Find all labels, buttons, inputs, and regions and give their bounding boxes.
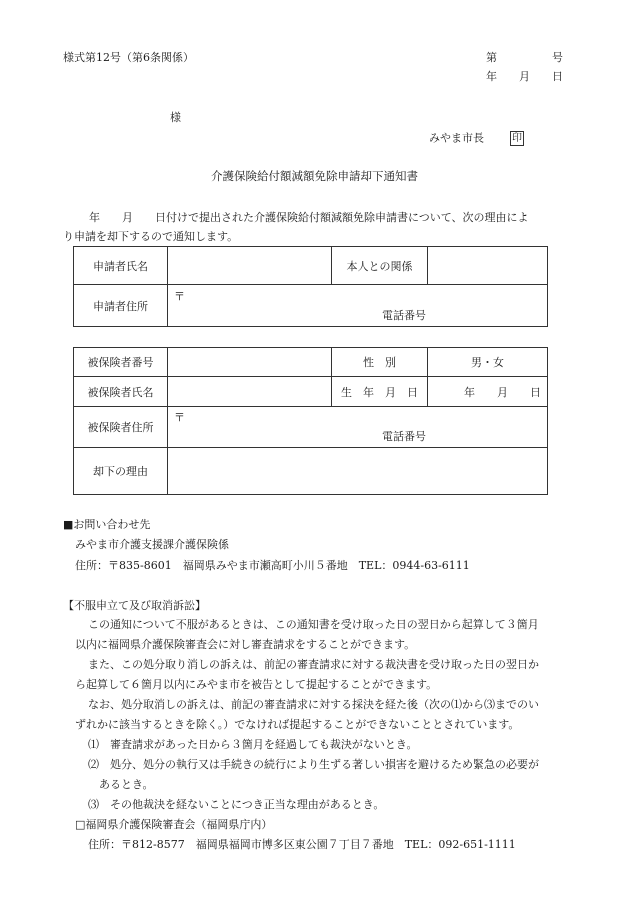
relation-label: 本人との関係: [332, 247, 428, 285]
applicant-row-address: [74, 285, 548, 327]
applicant-table: [73, 246, 548, 327]
postal-mark: 〒: [174, 290, 185, 303]
applicant-name-label: 申請者氏名: [74, 247, 168, 285]
appeal-item-3: ⑶ その他裁決を経ないことにつき正当な理由があるとき。: [88, 798, 385, 811]
review-board-office: □福岡県介護保険審査会（福岡県庁内）: [75, 818, 273, 831]
appeal-item-2-line-2: あるとき。: [99, 778, 154, 791]
insured-number-label: 被保険者番号: [74, 348, 168, 377]
appeal-heading: 【不服申立て及び取消訴訟】: [63, 599, 206, 612]
appeal-p2-line-2: ら起算して６箇月以内にみやま市を被告として提起することができます。: [75, 678, 438, 691]
insured-table: [73, 347, 548, 495]
reason-field[interactable]: [168, 448, 548, 495]
insured-name-label: 被保険者氏名: [74, 377, 168, 407]
gender-label: 性 別: [332, 348, 428, 377]
contact-office: みやま市介護支援課介護保険係: [75, 538, 229, 551]
gender-value[interactable]: 男・女: [428, 348, 548, 377]
appeal-item-1: ⑴ 審査請求があった日から３箇月を経過しても裁決がないとき。: [88, 738, 418, 751]
applicant-name-field[interactable]: [168, 247, 332, 285]
appeal-p3-line-2: ずれかに該当するときを除く。）でなければ提起することができないこととされています。: [75, 718, 520, 731]
applicant-address-label: 申請者住所: [74, 285, 168, 327]
insured-address-label: 被保険者住所: [74, 407, 168, 448]
applicant-address-field[interactable]: [168, 285, 548, 327]
insured-number-field[interactable]: [168, 348, 332, 377]
birth-date-label: 生 年 月 日: [332, 377, 428, 407]
intro-line-2: り申請を却下するので通知します。: [63, 230, 239, 243]
seal-mark: 印: [512, 133, 522, 144]
addressee-suffix: 様: [170, 111, 181, 124]
insured-row-address: [74, 407, 548, 448]
applicant-row-name: [74, 247, 548, 285]
appeal-p3-line-1: なお、処分取消しの訴えは、前記の審査請求に対する採決を経た後（次の⑴から⑶までのい: [88, 698, 539, 711]
appeal-item-2-line-1: ⑵ 処分、処分の執行又は手続きの続行により生ずる著しい損害を避けるため緊急の必要が: [88, 758, 539, 771]
issue-date: 年 月 日: [486, 70, 563, 83]
reason-label: 却下の理由: [74, 448, 168, 495]
postal-mark: 〒: [174, 411, 185, 424]
insured-phone-label: 電話番号: [382, 430, 426, 443]
insured-name-field[interactable]: [168, 377, 332, 407]
issuer-name: みやま市長: [429, 131, 484, 145]
appeal-p1-line-1: この通知について不服があるときは、この通知書を受け取った日の翌日から起算して３箇月: [88, 618, 539, 631]
relation-field[interactable]: [428, 247, 548, 285]
form-number: 様式第12号（第6条関係）: [63, 51, 194, 64]
insured-row-reason: [74, 448, 548, 495]
document-title: 介護保険給付額減額免除申請却下通知書: [211, 169, 418, 183]
intro-line-1: 年 月 日付けで提出された介護保険給付額減額免除申請書について、次の理由によ: [78, 211, 529, 224]
insured-address-field[interactable]: [168, 407, 548, 448]
appeal-p1-line-2: 以内に福岡県介護保険審査会に対し審査請求をすることができます。: [75, 638, 416, 651]
issuer-line: [429, 131, 524, 146]
contact-address: 住所：〒835-8601 福岡県みやま市瀬高町小川５番地 TEL：0944-63-6111: [75, 559, 470, 572]
appeal-p2-line-1: また、この処分取り消しの訴えは、前記の審査請求に対する裁決書を受け取った日の翌日か: [88, 658, 539, 671]
insured-row-number: [74, 348, 548, 377]
document-number: 第 号: [486, 51, 563, 64]
insured-row-name: [74, 377, 548, 407]
applicant-phone-label: 電話番号: [382, 309, 426, 322]
birth-date-value[interactable]: 年 月 日: [428, 377, 548, 407]
review-board-address: 住所：〒812-8577 福岡県福岡市博多区東公園７丁目７番地 TEL：092-651-1111: [88, 838, 516, 851]
contact-heading: ■お問い合わせ先: [63, 518, 151, 531]
